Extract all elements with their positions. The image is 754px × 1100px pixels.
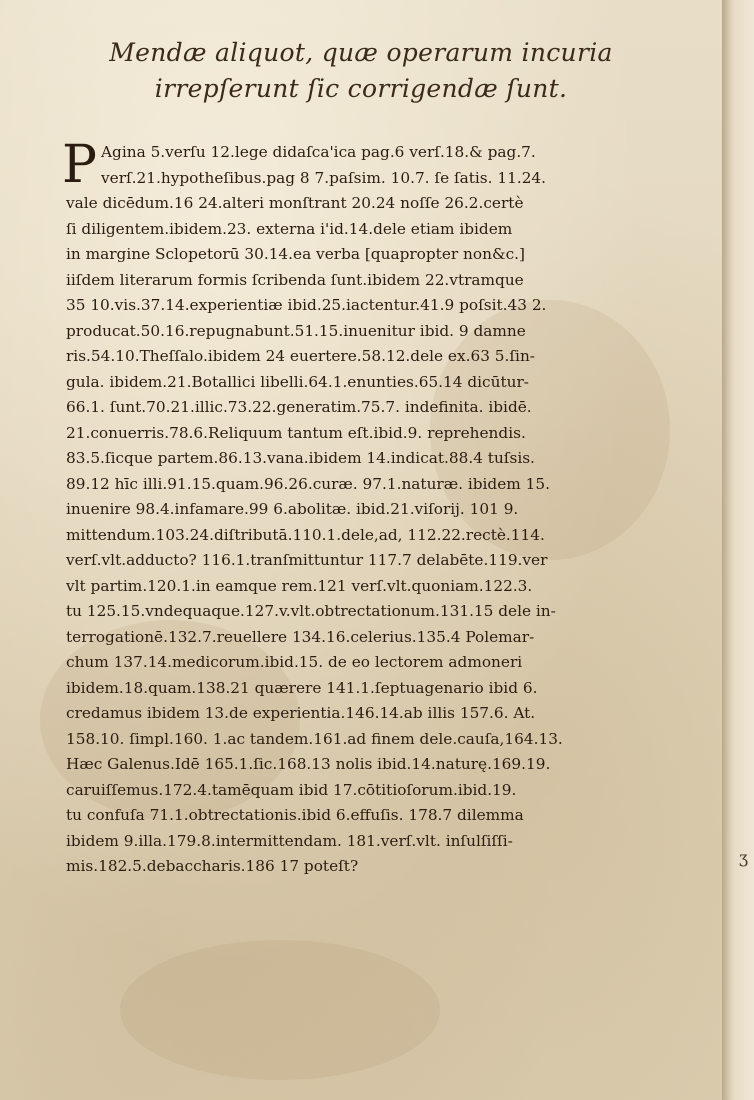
- drop-cap: P: [62, 135, 97, 195]
- errata-heading-line-2: irrepſerunt ſic corrigendæ ſunt.: [154, 74, 568, 103]
- errata-line: mis.182.5.debaccharis.186 17 poteſt?: [66, 857, 359, 875]
- errata-line: 35 10.vis.37.14.experientiæ ibid.25.iactentur.41.9 poſsit.43 2.: [66, 296, 547, 314]
- errata-line: Agina 5.verſu 12.lege didaſca'ica pag.6 verſ.18.& pag.7.: [101, 143, 536, 161]
- margin-mark: ʒ: [739, 848, 749, 867]
- errata-line: 158.10. ſimpl.160. 1.ac tandem.161.ad finem dele.cauſa,164.13.: [66, 729, 563, 748]
- errata-line: iiſdem literarum formis ſcribenda ſunt.ibidem 22.vtramque: [66, 270, 524, 289]
- errata-line: vlt partim.120.1.in eamque rem.121 verſ.vlt.quoniam.122.3.: [66, 576, 533, 595]
- facing-page-edge: [722, 0, 754, 1100]
- errata-line: ſi diligentem.ibidem.23. externa i'id.14.dele etiam ibidem: [66, 219, 513, 238]
- errata-heading-line-1: Mendæ aliquot, quæ operarum incuria: [109, 38, 613, 67]
- errata-body: [62, 135, 662, 880]
- errata-line: inuenire 98.4.infamare.99 6.abolitæ. ibid.21.viſorij. 101 9.: [66, 500, 519, 518]
- errata-line: in margine Sclopetorū 30.14.ea verba [quapropter non&c.]: [66, 245, 525, 263]
- errata-line: 66.1. ſunt.70.21.illic.73.22.generatim.75.7. indefinita. ibidē.: [66, 398, 532, 416]
- errata-line: tu 125.15.vndequaque.127.v.vlt.obtrectationum.131.15 dele in-: [66, 602, 556, 620]
- errata-line: tu confuſa 71.1.obtrectationis.ibid 6.effuſis. 178.7 dilemma: [66, 806, 524, 824]
- errata-line: 89.12 hīc illi.91.15.quam.96.26.curæ. 97.1.naturæ. ibidem 15.: [66, 474, 550, 493]
- errata-line: vale dicēdum.16 24.alteri monſtrant 20.24 noſſe 26.2.certè: [66, 194, 524, 212]
- errata-line: ibidem 9.illa.179.8.intermittendam. 181.verſ.vlt. inſulſiſſi-: [66, 831, 513, 850]
- errata-line: 83.5.ſicque partem.86.13.vana.ibidem 14.indicat.88.4 tuſsis.: [66, 449, 535, 467]
- errata-line: verſ.21.hypotheſibus.pag 8 7.paſsim. 10.7. ſe ſatis. 11.24.: [101, 168, 547, 187]
- errata-line: credamus ibidem 13.de experientia.146.14.ab illis 157.6. At.: [66, 704, 536, 722]
- errata-line: gula. ibidem.21.Botallici libelli.64.1.enunties.65.14 dicūtur-: [66, 372, 529, 391]
- errata-line: terrogationē.132.7.reuellere 134.16.celerius.135.4 Polemar-: [66, 627, 535, 646]
- errata-line: caruiſſemus.172.4.tamēquam ibid 17.cōtitioſorum.ibid.19.: [66, 780, 517, 799]
- errata-line: Hæc Galenus.Idē 165.1.ſic.168.13 nolis ibid.14.naturę.169.19.: [66, 755, 551, 773]
- errata-line: producat.50.16.repugnabunt.51.15.inuenitur ibid. 9 damne: [66, 321, 526, 340]
- errata-line: ibidem.18.quam.138.21 quærere 141.1.ſeptuagenario ibid 6.: [66, 678, 538, 697]
- errata-line: mittendum.103.24.diſtributā.110.1.dele,ad, 112.22.rectè.114.: [66, 525, 545, 544]
- errata-line: verſ.vlt.adducto? 116.1.tranſmittuntur 117.7 delabēte.119.ver: [66, 551, 548, 569]
- errata-line: ris.54.10.Theſſalo.ibidem 24 euertere.58.12.dele ex.63 5.ſin-: [66, 347, 535, 365]
- errata-line: 21.conuerris.78.6.Reliquum tantum eſt.ibid.9. reprehendis.: [66, 423, 526, 442]
- paper-stain: [120, 940, 440, 1080]
- errata-line: chum 137.14.medicorum.ibid.15. de eo lectorem admoneri: [66, 653, 523, 671]
